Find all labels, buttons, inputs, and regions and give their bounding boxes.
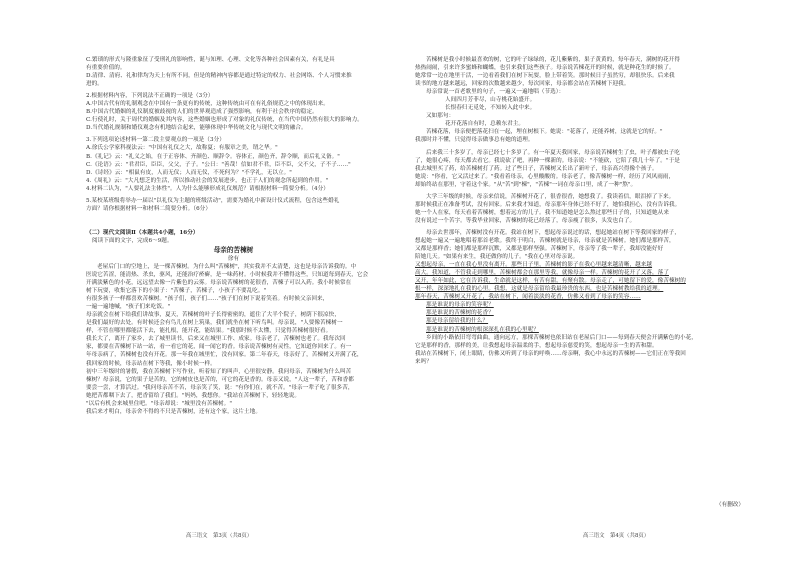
text-line: 她常常一边在地里干活，一边看着我们在树下玩耍，脸上带着笑。那时候日子虽然穷，却很快乐。后来我 xyxy=(415,73,675,80)
text-line: C.繁琐的形式与隆重象征了受刑礼的影响性，诞与知理、心理、文化等各种社会因素有关，有礼是具 xyxy=(86,57,335,63)
text-line: 我回家的时候，母亲站在树下等我，像小时候一样。 xyxy=(86,360,216,367)
text-line: 想起她一遍又一遍地唱着那首老歌。我终于明白，苦楝树就是母亲，母亲就是苦楝树。她们都是那样苦， xyxy=(415,237,675,244)
page-footer-left: 高三语文 第3页（共8页） xyxy=(186,533,253,539)
text-line: 一遍一遍地喊，"孩子们来吃饭。" xyxy=(86,304,171,311)
text-line: 它是那样的香，那样的美，让我想起母亲温柔的手，想起母亲慈爱的笑，想起母亲一生的苦和甜。 xyxy=(415,342,658,349)
text-line: 那是谁说的苦楝树的根深深扎在我的心里呢？ xyxy=(426,326,539,333)
text-line: 她一个人在家，每天看着苦楝树，想着远方的儿子。我不知道她是怎么熬过那些日子的，只知道她从来 xyxy=(415,209,669,216)
poem-block-2 xyxy=(415,120,754,128)
text-line: C.《论语》云："君君臣，臣臣，父父，子子。"公曰："善哉！信如君不君，臣不臣，父不父，子不子……" xyxy=(86,161,351,168)
text-line: D.清律、清府、礼和律均为天上有所不同，但是的精神内容都是通过特定的权力、社会网络、个人习惯来推 xyxy=(86,73,352,80)
text-line: 陪她几天。"如果有来生，我还做你的儿子。"我在心里对母亲说。 xyxy=(415,254,579,261)
text-line: 我那时并不懂，只觉得母亲做事总有她的道理。 xyxy=(415,137,534,144)
text-line: 楝树？母亲说，它的果子是苦的，它的树皮也是苦的，可它的花是香的。母亲又说，"人这一辈子，苦和香都 xyxy=(86,376,354,383)
text-line: 方面？请你根据材料一和材料二简要分析。（6分） xyxy=(86,205,211,212)
text-line: 我后来才明白，母亲舍不得的不只是苦楝树，还有这个家，这片土地。 xyxy=(86,408,261,415)
text-line: 了，她很心疼，每天都去看它。我说砍了吧，再种一棵新的。母亲说："不能砍，它陪了我几十年了。"于是 xyxy=(415,157,680,164)
text-line: 有重要价值的。 xyxy=(86,65,126,72)
text-line: 医说它苦涩，能清热、杀虫，驱风，还能治疗疥癣，是一味药材。小时候我并不懂得这些，只知道每到春天，它会 xyxy=(86,271,369,278)
text-line: A.徐氏公学家科视法云："中国有礼仪之大，故称夏；有服章之美，谓之华。" xyxy=(86,145,278,152)
text-line: 苦楝树是我小时候最喜欢的树，它的叶子绿绿的，花儿紫紫的，果子黄黄的，每年春天，满树的花开得 xyxy=(426,57,680,63)
text-line: C.行使礼时，关于周代的婚姻及其内容，这些婚姻也形成了对象的礼仪传统，在当代中国仍然有很大的影响力。 xyxy=(86,117,363,124)
underlined-passage xyxy=(415,261,754,301)
question-3-4 xyxy=(86,136,381,192)
text-line: 那是母亲留给我的什么？ xyxy=(426,318,489,325)
question-2 xyxy=(86,92,381,132)
text-line: 乡间的小路依旧弯弯曲曲，通向远方，那棵苦楝树也依旧站在老屋后门口——每到春天便会开满紫色的小花， xyxy=(426,334,697,341)
text-line: 那年春天，苦楝树又开花了，我站在树下，闻着淡淡的花香，仿佛又看到了母亲的笑容…… xyxy=(415,294,641,301)
text-line: 树下玩耍，收集它落下的小果子："苦楝子，苦楝子，小孩子不要乱吃。" xyxy=(86,288,267,295)
section-instruction: 阅读下面的文字，完成6～9题。 xyxy=(92,237,173,244)
text-line: D.当代婚礼规制和婚仪观念有机地结合起来，能够体现中华传统文化与现代文明的融合。 xyxy=(86,125,307,132)
quote-intro: 母亲常说一首老歌里的句子，一遍又一遍地唱（节选）： xyxy=(426,89,565,96)
article-body-left xyxy=(86,263,381,416)
text-line: 5.某校某班级将举办一届以"以礼仪为主题的班级活动"，需要为婚礼中新设计仪式流程，包含这些婚礼 xyxy=(86,197,340,204)
closing-paragraph xyxy=(415,334,754,366)
text-line: 大学三年级的时候，母亲来信说，苦楝树开花了，很香很香，她想我了。我读着信，眼泪掉了下来。 xyxy=(426,193,675,200)
text-line: 她说："你看，它又活过来了。"我看着母亲，心里酸酸的。母亲老了，像苦楝树一样，经历了风风雨雨， xyxy=(415,173,675,180)
abridged-note: （有删改） xyxy=(716,502,744,508)
rhetorical-questions xyxy=(415,301,754,333)
text-line: 花开花落自有时，总赖东君主。 xyxy=(445,121,525,128)
text-line: 家，都要在苦楝树下站一站，看一看它的花，闻一闻它的香。母亲说苦楝树有灵性，它知道你回来了。有一 xyxy=(86,344,352,351)
text-line: 我站在苦楝树下，闭上眼睛，仿佛又听到了母亲的呼唤……母亲啊，我心中永远的苦楝树——它们正在等我回 xyxy=(415,350,686,357)
text-line: A.中国古代有的礼制观念在中国有一条更有的传统，这种传统由可在有礼俗规范之中的体现出来。 xyxy=(86,101,329,108)
article-author: 徐有 xyxy=(227,255,240,262)
poem-note: 又如那句： xyxy=(426,113,455,120)
text-line: 年母亲病了，苦楝树也没有开花。那一年我在城里忙，没有回家。第二年春天，母亲好了，苦楝树又开满了花， xyxy=(86,352,363,359)
text-line: 读书的地方越来越远，回家的次数越来越少，每次回家，母亲都会站在苦楝树下迎我。 xyxy=(415,81,630,88)
text-line: 却始终站在那里，守着这个家。"从"苦"到"楝"，"苦楝"一词在母亲口里，成了一种"熬"。 xyxy=(415,181,637,188)
text-line: 后来我三十多岁了，母亲已经七十多岁了。有一年夏天我回家，母亲说苦楝树生了虫，叶子都被虫子吃 xyxy=(426,149,680,156)
text-line: B.《礼记》云："礼义之始，在于正容体、齐颜色、顺辞令。容体正，颜色齐，辞令顺，而后礼义备。" xyxy=(86,153,340,160)
text-line: 热热闹闹，引来许多蜜蜂和蝴蝶，也引来我们这些孩子。母亲说苦楝花开的时候，就是种花生的时候了。 xyxy=(415,65,675,72)
text-line: 2.根据材料内容，下列说法不正确的一项是（3分） xyxy=(86,93,214,100)
text-line: 要尝一尝，才算活过。"我问母亲苦不苦，母亲笑了笑，说："有你们在，就不苦。"母亲一辈子吃了很多苦， xyxy=(86,384,354,391)
text-line: 又开，年年如此，它在告诉我，生命就是这样，有苦有甜，有聚有散。母亲走了，可她留下的爱，像苦楝树的 xyxy=(415,278,686,285)
page-footer-right: 高三语文 第4页（共8页） xyxy=(583,533,650,539)
text-line: 初中三年级时的暑假，我在苦楝树下写作业，听着知了的叫声，心里很安静。我问母亲，苦楝树为什么叫苦 xyxy=(86,368,352,375)
text-line: 高大。我知道，不管我走到哪里，苦楝树都会在那里等我，就像母亲一样。苦楝树的花开了又落，落了 xyxy=(415,270,669,277)
text-line: B.中国古代婚姻的礼仪制度被歧视的人们的世界观造成了强烈影响，有利于社会秩序的稳定。 xyxy=(86,109,318,116)
paragraph-4 xyxy=(415,193,754,225)
text-line: 我长大了，离开了家乡，去了城里读书，后来又在城里工作、成家。母亲老了，苦楝树也老了。我每次回 xyxy=(86,336,346,343)
text-line: 又都是那样香；她们都是那样沉默，又都是那样坚强。苦楝树下，母亲等了我一辈子，我却没能好好 xyxy=(415,246,664,253)
text-line: 老屋后门口的空地上，是一棵苦楝树。为什么叫"苦楝树"，其实我并不太清楚，这也是母亲告诉我的。中 xyxy=(97,263,357,270)
text-line: 有很多孩子一样都喜欢苦楝树。"孩子们，孩子们……"孩子们在树下说着笑着。有时候父亲回来， xyxy=(86,296,329,303)
paragraph-1 xyxy=(415,56,754,88)
right-page xyxy=(397,0,794,561)
text-line: 是我们最好的去处。有时候还会有鸟儿在树上筑巢，我们就坐在树下听鸟叫。母亲说，"人要像苦楝树一 xyxy=(86,320,343,327)
text-line: 她把苦都咽下去了，把香留给了我们。"妈妈，我想你。"我站在苦楝树下，轻轻地说。 xyxy=(86,392,301,399)
section-heading: （二）现代文阅读Ⅱ（本题共4小题，16分） xyxy=(86,229,199,236)
text-line: 样，不管在哪里都能活下去，能扎根，能开花，能结果。"我那时候不太懂，只觉得苦楝树很好看。 xyxy=(86,328,332,335)
text-line: 母亲就会在树下给我们讲故事，夏天，苦楝树的叶子长得密密的，遮住了大半个院子，树荫下很凉快， xyxy=(86,312,340,319)
paragraph-5 xyxy=(415,229,754,261)
text-line: 4.《周礼》云："大凡想乏的生活，所以推动社会的发展进步，也正于人们的观念所起到的作用。" xyxy=(86,177,329,184)
text-line: D.《诗经》云："相鼠有皮，人而无仪；人而无仪，不死何为？"不学礼，无以立。" xyxy=(86,169,292,176)
text-line: 根一样，深深地扎在我的心里。我想，这就是母亲留给我最珍贵的东西，也是苦楝树教给我的道理。 xyxy=(415,286,664,293)
text-line: 那是谁说的母亲的笑容呢？ xyxy=(426,302,494,309)
text-line: 人间四月芳菲尽，山寺桃花始盛开。 xyxy=(445,97,536,104)
article-title: 母亲的苦楝树 xyxy=(213,245,254,254)
text-line: 苦楝花落，母亲便把落花扫在一起，埋在树根下。她说："花落了，还能养树，这就是它的好。" xyxy=(426,129,663,136)
text-line: 进的。 xyxy=(86,81,103,88)
text-line: "以后有机会来城里住吧。"母亲却说："城里没有苦楝树。" xyxy=(86,400,232,407)
paragraph-2 xyxy=(415,128,754,144)
text-line: 又想起母亲，一直在我心里没有离开。那些日子里，苦楝树的影子在我心里越来越清晰，越来越 xyxy=(415,262,653,269)
text-line: 长恨春归无觅处，不知转入此中来。 xyxy=(445,105,536,112)
question-1-options-tail xyxy=(86,56,381,88)
text-line: 我去城里买了药，给苦楝树打了药。过了些日子，苦楝树又长出了新叶子，母亲高兴得像个孩子。 xyxy=(415,165,658,172)
text-line: 那是谁说的苦楝树的花香？ xyxy=(426,310,494,317)
question-5 xyxy=(86,197,381,213)
text-line: 来吗？ xyxy=(415,358,432,365)
text-line: 开满淡紫色的小花，远远望去像一片紫色的云雾。母亲说苦楝树的花很香，苦楝子可以入药。我小时候常在 xyxy=(86,280,352,287)
text-line: 3.下列选项论述材料一第二段主要观点的一项是（3分） xyxy=(86,137,225,144)
text-line: 4.材料二认为，"人要礼法主体性"。人为什么能够形成礼仪规范？请根据材料一简要分析。（4分） xyxy=(86,185,329,192)
text-line: 那时候我正在准备考试，没有回家。后来我才知道，母亲那年身体已经不好了，她怕我担心，没有告诉我。 xyxy=(415,201,681,208)
text-line: 母亲去世那年，苦楝树没有开花。我站在树下，想起母亲说过的话，想起她站在树下等我回家的样子， xyxy=(426,229,680,236)
text-line: 没有说过一个苦字。等我毕业回家，苦楝树的花已经落了，母亲瘦了很多，头发也白了。 xyxy=(415,217,636,224)
poem-block xyxy=(415,96,754,112)
paragraph-3 xyxy=(415,149,754,189)
